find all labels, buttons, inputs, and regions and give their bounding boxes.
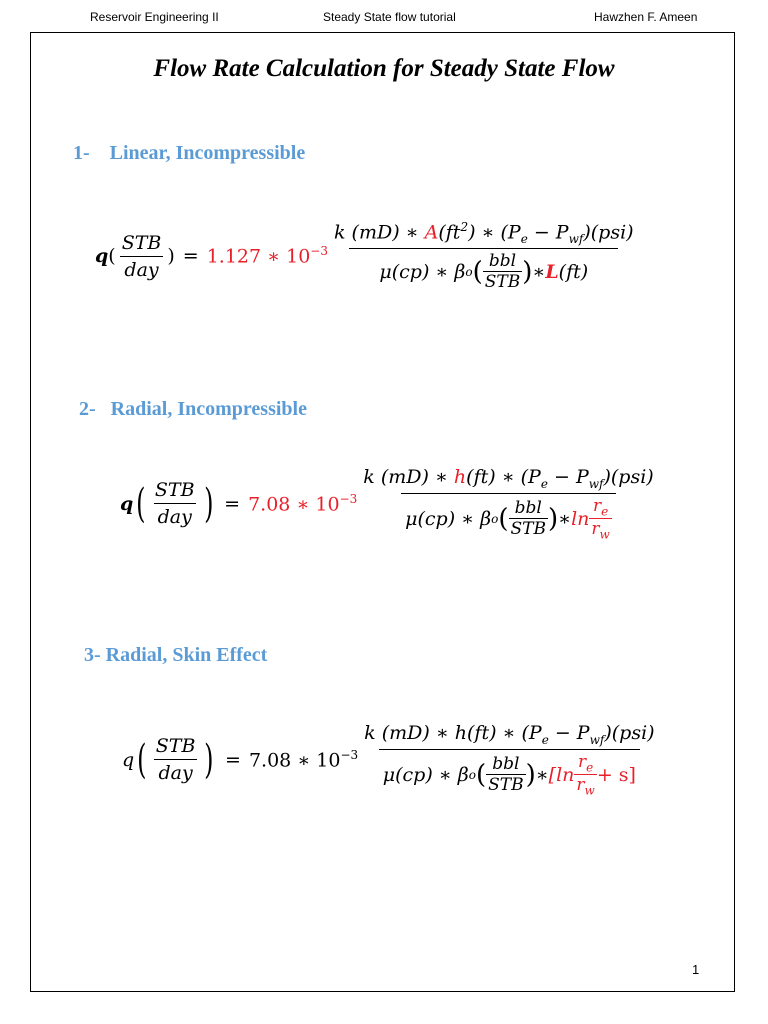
main-fraction: k (mD) ∗ h(ft) ∗ $(P_e - P_{wf})(psi)$ μ(cp) ∗ β o ( $\frac{\text{bbl}}{\text{STB}}$ ) ∗ ln $\frac{r_e}{r_w}$ bbox=[363, 466, 654, 542]
lhs-q: q bbox=[95, 245, 109, 268]
main-fraction: k (mD) ∗ h(ft) ∗ $(P_e - P_{wf})(psi)$ μ(cp) ∗ β o ( $\frac{\text{bbl}}{\text{STB}}$ ) ∗ [ln $\frac{r_e}{r_w}$ + s] bbox=[364, 722, 655, 798]
lhs-q: q bbox=[120, 492, 134, 515]
page-title: Flow Rate Calculation for Steady State Flow bbox=[153, 55, 615, 82]
lhs-fraction: $\frac{\text{STB}}{\text{day}}$ bbox=[121, 231, 162, 281]
main-fraction: k (mD) ∗ $A(ft^2)$ ∗ $(P_e - P_{wf})(psi)$ μ(cp) ∗ β o ( $\frac{\text{bbl}}{\text{STB}}$ ) ∗ L (ft) bbox=[334, 220, 634, 293]
equation-radial-skin-effect: q ( $\frac{\text{STB}}{\text{day}}$ ) = 7.08 ∗ $10^{-3}$ k (mD) ∗ h(ft) ∗ $(P_e - P_{wf})(psi)$ μ(cp) ∗ β o ( $\frac{\text{bbl}}{\text{STB}}$ ) ∗ [ln $\frac{r_e}{r_w}$ + s] bbox=[122, 722, 661, 798]
lhs-fraction: $\frac{\text{STB}}{\text{day}}$ bbox=[154, 479, 195, 529]
lhs-fraction: $\frac{\text{STB}}{\text{day}}$ bbox=[155, 735, 196, 785]
coefficient: 7.08 ∗ $10^{-3}$ bbox=[248, 492, 358, 516]
header-left: Reservoir Engineering II bbox=[90, 10, 219, 24]
header-center: Steady State flow tutorial bbox=[323, 10, 456, 24]
section-heading-2: 2- Radial, Incompressible bbox=[79, 398, 307, 420]
header-right: Hawzhen F. Ameen bbox=[594, 10, 698, 24]
coefficient: 7.08 ∗ $10^{-3}$ bbox=[248, 748, 359, 772]
page-number: 1 bbox=[692, 962, 700, 977]
coefficient: 1.127 ∗ $10^{-3}$ bbox=[206, 244, 328, 268]
section-heading-1: 1- Linear, Incompressible bbox=[73, 142, 306, 164]
section-heading-3: 3- Radial, Skin Effect bbox=[84, 644, 268, 666]
equation-radial-incompressible: q ( $\frac{\text{STB}}{\text{day}}$ ) = 7.08 ∗ $10^{-3}$ k (mD) ∗ h(ft) ∗ $(P_e - P_{wf})(psi)$ μ(cp) ∗ β o ( $\frac{\text{bbl}}{\text{STB}}$ ) ∗ ln $\frac{r_e}{r_w}$ bbox=[120, 466, 660, 542]
equation-linear-incompressible: q ( $\frac{\text{STB}}{\text{day}}$ ) = 1.127 ∗ $10^{-3}$ k (mD) ∗ $A(ft^2)$ ∗ $(P_e - P_{wf})(psi)$ μ(cp) ∗ β o ( $\frac{\text{bbl}}{\text{STB}}$ ) ∗ L (ft) bbox=[95, 220, 640, 292]
lhs-q: q bbox=[122, 748, 135, 771]
